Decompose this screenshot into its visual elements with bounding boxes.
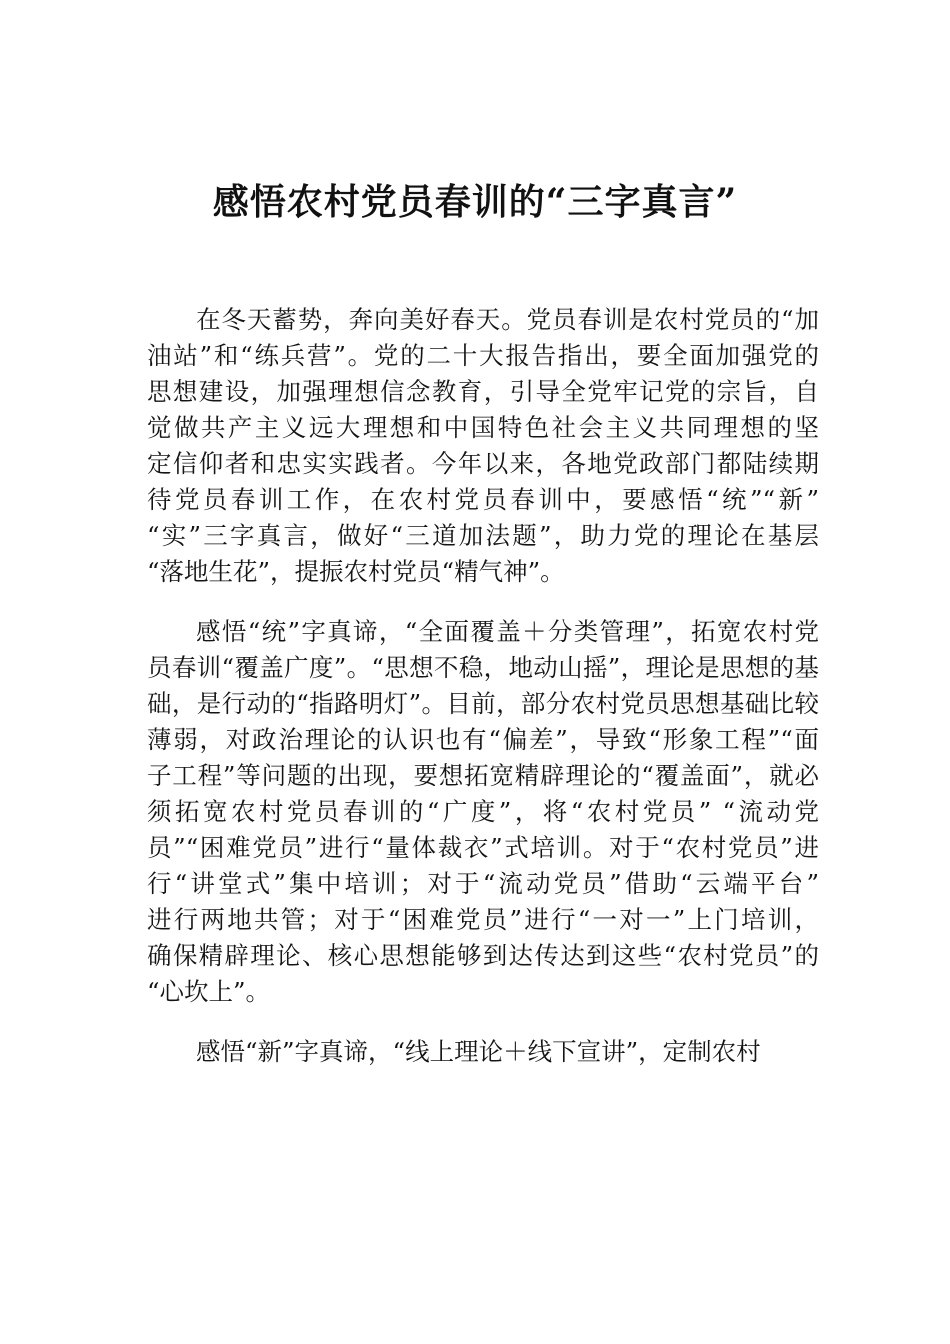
paragraph-1-line-6: 待党员春训工作，在农村党员春训中，要感悟“统”“新”	[147, 485, 819, 514]
paragraph-1-line-4: 觉做共产主义远大理想和中国特色社会主义共同理想的坚	[147, 413, 819, 442]
paragraph-2-line-2: 员春训“覆盖广度”。“思想不稳，地动山摇”，理论是思想的基	[147, 653, 819, 682]
paragraph-1-line-1: 在冬天蓄势，奔向美好春天。党员春训是农村党员的“加	[196, 305, 819, 334]
paragraph-2-line-5: 子工程”等问题的出现，要想拓宽精辟理论的“覆盖面”，就必	[147, 761, 819, 790]
paragraph-1-line-8: “落地生花”，提振农村党员“精气神”。	[147, 557, 565, 586]
paragraph-2-line-11: “心坎上”。	[147, 977, 271, 1006]
paragraph-3-line-1: 感悟“新”字真谛，“线上理论＋线下宣讲”，定制农村	[196, 1037, 761, 1066]
paragraph-2-line-10: 确保精辟理论、核心思想能够到达传达到这些“农村党员”的	[147, 941, 819, 970]
paragraph-1-line-2: 油站”和“练兵营”。党的二十大报告指出，要全面加强党的	[147, 341, 819, 370]
paragraph-1-line-3: 思想建设，加强理想信念教育，引导全党牢记党的宗旨，自	[147, 377, 819, 406]
paragraph-2-line-6: 须拓宽农村党员春训的“广度”，将“农村党员” “流动党	[147, 797, 819, 826]
document-title: 感悟农村党员春训的“三字真言”	[212, 181, 738, 223]
paragraph-2-line-8: 行“讲堂式”集中培训；对于“流动党员”借助“云端平台”	[147, 869, 819, 898]
paragraph-2-line-9: 进行两地共管；对于“困难党员”进行“一对一”上门培训，	[147, 905, 819, 934]
paragraph-1-line-7: “实”三字真言，做好“三道加法题”，助力党的理论在基层	[147, 521, 819, 550]
paragraph-2-line-7: 员”“困难党员”进行“量体裁衣”式培训。对于“农村党员”进	[147, 833, 819, 862]
paragraph-2-line-4: 薄弱，对政治理论的认识也有“偏差”，导致“形象工程”“面	[147, 725, 819, 754]
paragraph-2-line-3: 础，是行动的“指路明灯”。目前，部分农村党员思想基础比较	[147, 689, 819, 718]
paragraph-1-line-5: 定信仰者和忠实实践者。今年以来，各地党政部门都陆续期	[147, 449, 819, 478]
paragraph-2-line-1: 感悟“统”字真谛，“全面覆盖＋分类管理”，拓宽农村党	[196, 617, 819, 646]
